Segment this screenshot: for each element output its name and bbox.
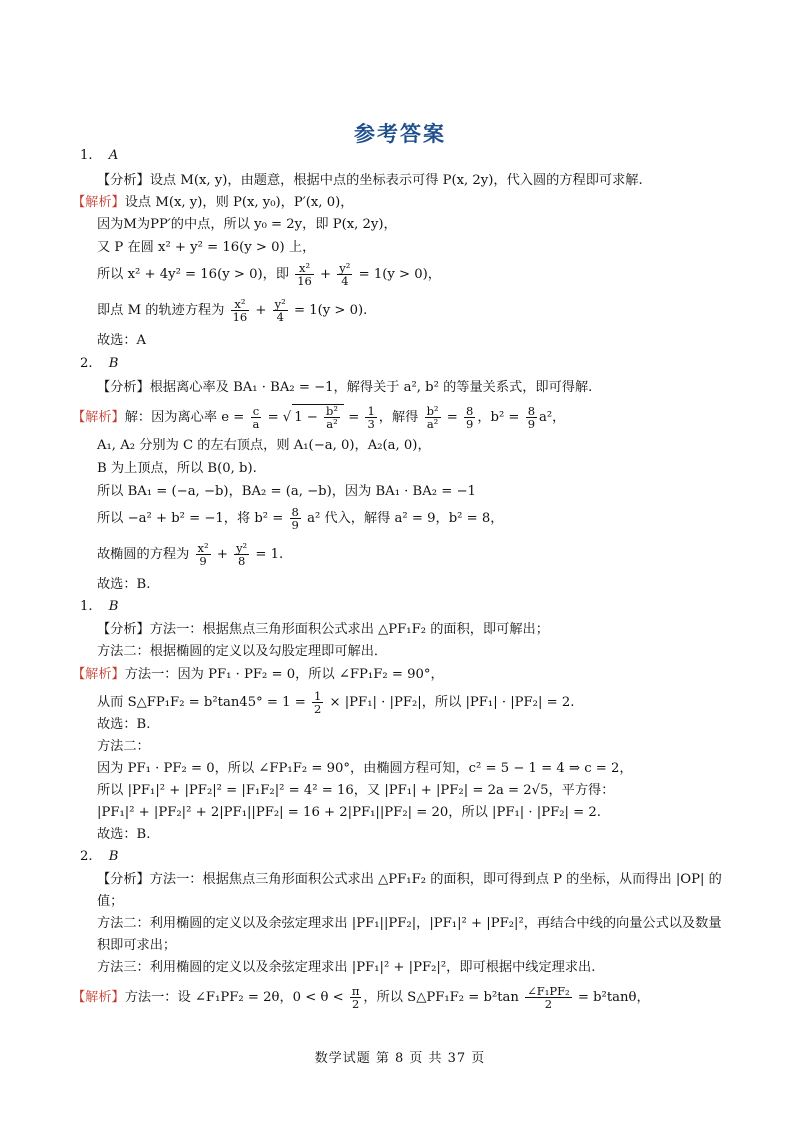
- sqrt: 1 − $\frac{\text{b²}}{\text{a²}}$: [292, 404, 344, 430]
- solution-text: ，所以 S△PF₁F₂ = b²tan: [363, 990, 519, 1005]
- solution-text: 解：因为离心率 e =: [124, 410, 245, 425]
- solution-line: 又 P 在圆 x² + y² = 16(y > 0) 上，: [97, 240, 316, 255]
- question-number: [80, 146, 118, 166]
- analysis-line: 方法三：利用椭圆的定义以及余弦定理求出 |PF₁|² + |PF₂|²，即可根据中线定理求出.: [97, 960, 596, 975]
- solution-line: 因为 PF₁ · PF₂ = 0，所以 ∠FP₁F₂ = 90°，由椭圆方程可知，c² = 5 − 1 = 4 ⇒ c = 2，: [97, 761, 633, 776]
- analysis-tag: 【分析】: [97, 380, 150, 395]
- solution-line: 故椭圆的方程为 $\frac{\text{x²}}{9}$ + $\frac{\text{y²}}{8}$ = 1.: [97, 541, 284, 568]
- solution-text: 设点 M(x, y)，则 P(x, y₀)，P′(x, 0)，: [124, 195, 354, 210]
- solution-text: 方法一：设 ∠F₁PF₂ = 2θ，0 < θ <: [124, 990, 344, 1005]
- q2-number: 2.: [80, 356, 93, 371]
- solution-tag: 【解析】: [72, 667, 125, 682]
- solution-line: B 为上顶点，所以 B(0, b).: [97, 461, 257, 476]
- solution-text: = 1.: [255, 547, 284, 562]
- q3-answer: B: [108, 599, 119, 614]
- analysis-tag: 【分析】: [97, 872, 150, 887]
- solution-text: 所以 −a² + b² = −1，将 b² =: [97, 511, 284, 526]
- fraction: $\frac{1}{3}$: [367, 404, 375, 431]
- analysis-line: 方法二：根据椭圆的定义以及勾股定理即可解出．: [97, 644, 388, 659]
- fraction: $\frac{8}{9}$: [291, 505, 299, 532]
- solution-line: 所以 |PF₁|² + |PF₂|² = |F₁F₂|² = 4² = 16，又 |PF₁| + |PF₂| = 2a = 2√5，平方得：: [97, 783, 615, 798]
- analysis-tag: 【分析】: [97, 622, 150, 637]
- q1-number: 1.: [80, 148, 93, 163]
- solution-text: 从而 S△FP₁F₂ = b²tan45° = 1 =: [97, 695, 306, 710]
- q2-solution-line: 【解析】解：因为离心率 e = $\frac{c}{a}$ = √ 1 − $\frac{\text{b²}}{\text{a²}}$ = $\frac{1}{3}$ ，解得 $\frac{\text{b²}}{\text{a²}}$ = $\frac{8}{9}$ ，b² = $\frac{8}{9}$ a²，: [72, 404, 566, 431]
- fraction: $\frac{\text{y²}}{4}$: [339, 261, 351, 288]
- page-title: 参考答案: [354, 122, 446, 146]
- analysis-tag: 【分析】: [97, 173, 150, 188]
- fraction: $\frac{\text{y²}}{8}$: [236, 541, 248, 568]
- solution-text: ，b² =: [477, 410, 520, 425]
- fraction: $\frac{8}{9}$: [465, 404, 474, 431]
- fraction: $\frac{\text{∠F₁PF₂}}{2}$: [527, 984, 570, 1011]
- q3-solution-line: [72, 665, 444, 685]
- choice-line: 故选：B.: [97, 577, 151, 592]
- analysis-text: 方法一：根据焦点三角形面积公式求出 △PF₁F₂ 的面积，即可解出；: [149, 622, 549, 637]
- solution-line: 即点 M 的轨迹方程为 $\frac{\text{x²}}{16}$ + $\frac{\text{y²}}{4}$ = 1(y > 0).: [97, 297, 368, 324]
- q1-analysis: [97, 171, 643, 191]
- solution-text: × |PF₁| · |PF₂|，所以 |PF₁| · |PF₂| = 2.: [329, 695, 575, 710]
- solution-line: |PF₁|² + |PF₂|² + 2|PF₁||PF₂| = 16 + 2|PF₁||PF₂| = 20，所以 |PF₁| · |PF₂| = 2.: [97, 805, 601, 820]
- fraction: $\frac{8}{9}$: [527, 404, 536, 431]
- analysis-line: 值；: [97, 894, 124, 909]
- q4-answer: B: [108, 849, 119, 864]
- fraction: $\frac{c}{a}$: [252, 404, 260, 431]
- fraction: $\frac{\text{x²}}{16}$: [297, 261, 312, 288]
- fraction: $\frac{1}{2}$: [313, 689, 322, 716]
- q2-answer: B: [108, 356, 119, 371]
- solution-line: [97, 690, 574, 715]
- method-label: 方法二：: [97, 739, 150, 754]
- solution-text: a² 代入，解得 a² = 9，b² = 8，: [307, 511, 504, 526]
- solution-line: 所以 x² + 4y² = 16(y > 0)，即 $\frac{\text{x²}}{16}$ + $\frac{\text{y²}}{4}$ = 1(y > 0)，: [97, 261, 441, 288]
- q1-solution-line: [72, 193, 353, 213]
- analysis-text: 设点 M(x, y)，由题意，根据中点的坐标表示可得 P(x, 2y)，代入圆的方程即可求解.: [149, 173, 643, 188]
- q2-analysis: [97, 378, 592, 398]
- solution-line: [97, 506, 503, 531]
- solution-text: = 1(y > 0)，: [358, 267, 441, 282]
- q4-solution-line: [72, 985, 650, 1010]
- choice-line: 故选：B.: [97, 827, 151, 842]
- q3-analysis: [97, 620, 549, 640]
- question-number: [80, 597, 119, 617]
- analysis-line: 方法二：利用椭圆的定义以及余弦定理求出 |PF₁||PF₂|，|PF₁|² + |PF₂|²，再结合中线的向量公式以及数量: [97, 916, 722, 931]
- solution-text: 故椭圆的方程为: [97, 547, 190, 562]
- choice-line: 故选：A: [97, 333, 147, 348]
- question-number: [80, 847, 119, 867]
- fraction: $\frac{\text{x²}}{9}$: [197, 541, 209, 568]
- page-footer: 数学试题 第 8 页 共 37 页: [314, 1051, 486, 1066]
- q1-answer: A: [108, 148, 119, 163]
- solution-line: 因为M为PP′的中点，所以 y₀ = 2y，即 P(x, 2y)，: [97, 217, 397, 232]
- q4-analysis: [97, 870, 722, 890]
- solution-text: = 1(y > 0).: [293, 303, 368, 318]
- solution-tag: 【解析】: [72, 990, 125, 1005]
- choice-line: 故选：B.: [97, 717, 151, 732]
- q4-number: 2.: [80, 849, 93, 864]
- fraction: $\frac{\text{x²}}{16}$: [232, 297, 248, 324]
- solution-text: 所以 x² + 4y² = 16(y > 0)，即: [97, 267, 290, 282]
- q3-number: 1.: [80, 599, 93, 614]
- analysis-line: 积即可求出；: [97, 938, 177, 953]
- solution-line: A₁, A₂ 分别为 C 的左右顶点，则 A₁(−a, 0)，A₂(a, 0)，: [97, 438, 431, 453]
- solution-text: ，解得: [378, 410, 419, 425]
- analysis-text: 方法一：根据焦点三角形面积公式求出 △PF₁F₂ 的面积，即可得到点 P 的坐标，从而得出 |OP| 的: [149, 872, 722, 887]
- analysis-text: 根据离心率及 BA₁ · BA₂ = −1，解得关于 a², b² 的等量关系式，即可得解.: [149, 380, 593, 395]
- solution-line: 所以 BA₁ = (−a, −b)，BA₂ = (a, −b)，因为 BA₁ · BA₂ = −1: [97, 484, 476, 499]
- fraction: $\frac{\pi}{2}$: [351, 984, 360, 1011]
- solution-tag: 【解析】: [72, 195, 125, 210]
- fraction: $\frac{\text{y²}}{4}$: [274, 297, 286, 324]
- question-number: [80, 354, 119, 374]
- fraction: $\frac{\text{b²}}{\text{a²}}$: [426, 404, 439, 431]
- solution-tag: 【解析】: [72, 410, 125, 425]
- solution-text: 即点 M 的轨迹方程为: [97, 303, 225, 318]
- solution-text: = b²tanθ，: [577, 990, 650, 1005]
- solution-text: 方法一：因为 PF₁ · PF₂ = 0，所以 ∠FP₁F₂ = 90°，: [124, 667, 444, 682]
